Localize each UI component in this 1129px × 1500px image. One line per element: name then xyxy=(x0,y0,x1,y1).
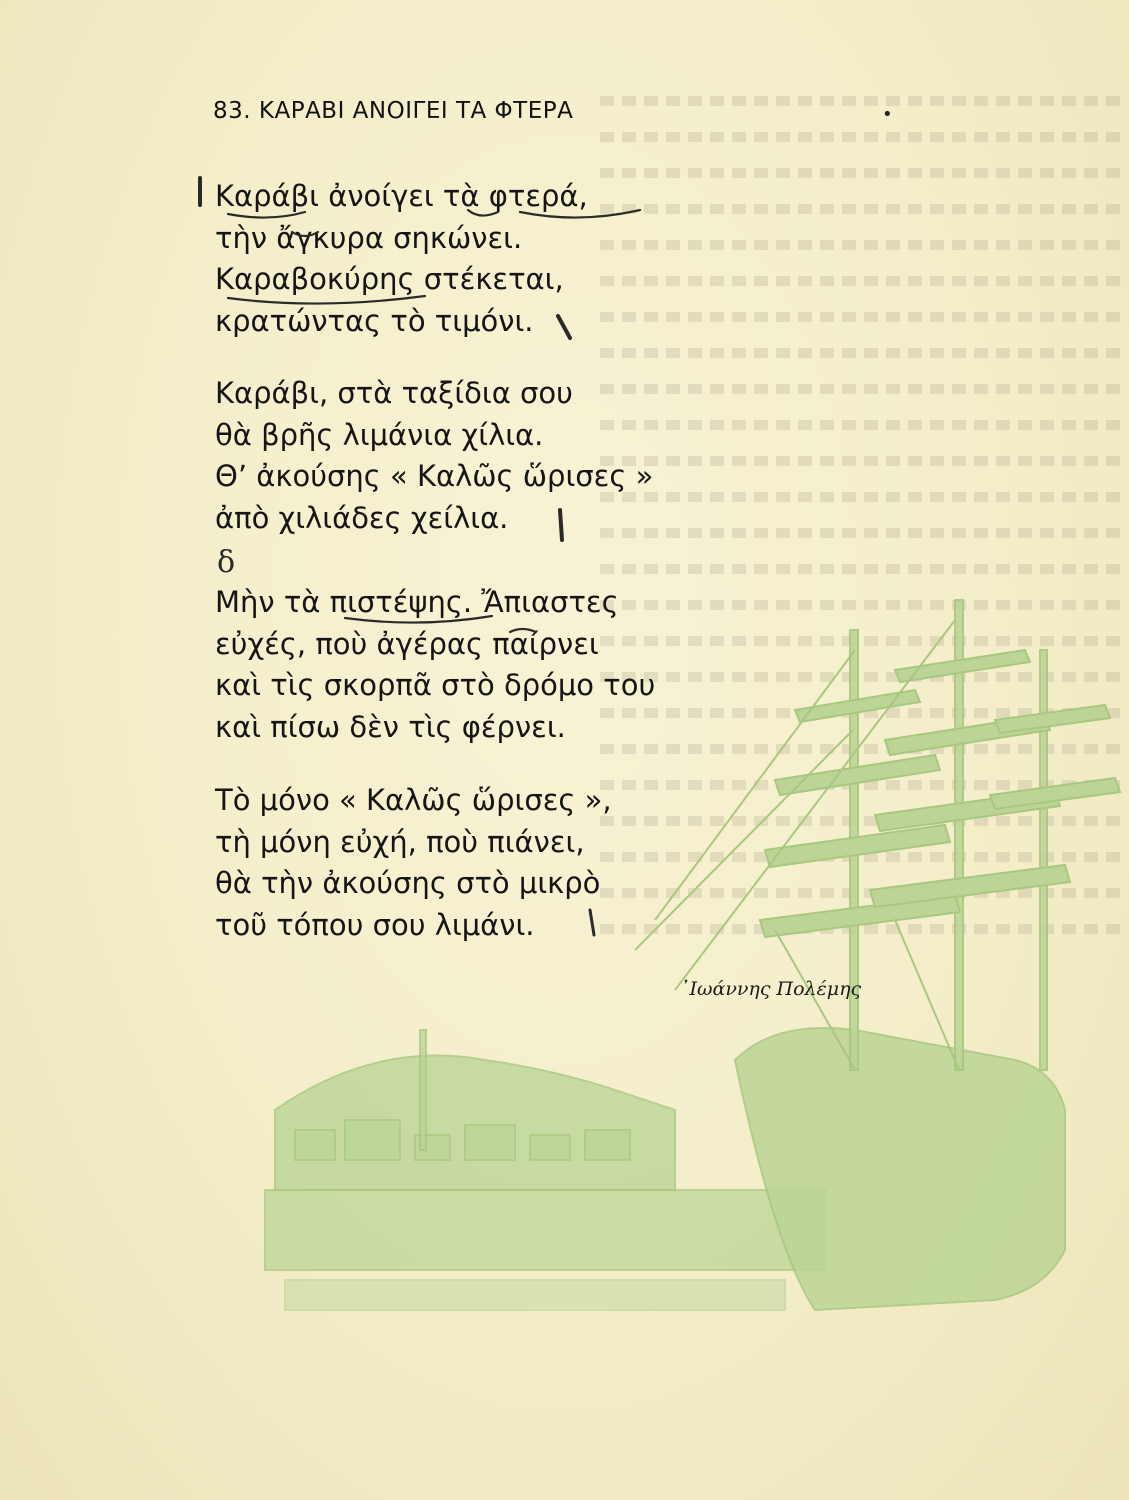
verse-line: Καράβι, στὰ ταξίδια σου xyxy=(215,376,573,410)
stanza-1 xyxy=(215,176,588,342)
stanza-4 xyxy=(215,780,612,946)
verse-line: Καραβοκύρης στέκεται, xyxy=(215,262,564,296)
verse-line: εὐχές, ποὺ ἀγέρας παίρνει xyxy=(215,626,599,661)
verse-line: καὶ πίσω δὲν τὶς φέρνει. xyxy=(215,709,566,744)
verse-line: θὰ τὴν ἀκούσης στὸ μικρὸ xyxy=(215,866,601,900)
verse-line: Θ’ ἀκούσης « Καλῶς ὥρισες » xyxy=(215,459,654,493)
title-mark: • xyxy=(882,104,893,125)
stanza-2 xyxy=(215,373,653,539)
verse-line: τὴν ἄγκυρα σηκώνει. xyxy=(215,220,523,255)
verse-line: κρατώντας τὸ τιμόνι. xyxy=(215,303,534,338)
author-signature: ᾿Ιωάννης Πολέμης xyxy=(680,978,862,1000)
verse-line: ἀπὸ χιλιάδες χείλια. xyxy=(215,500,509,535)
stanza-3 xyxy=(215,582,655,748)
margin-note: δ xyxy=(217,545,236,580)
verse-line: θὰ βρῆς λιμάνια χίλια. xyxy=(215,417,544,452)
verse-line: τοῦ τόπου σου λιμάνι. xyxy=(215,907,535,942)
verse-line: τὴ μόνη εὐχή, ποὺ πιάνει, xyxy=(215,824,585,859)
verse-line: καὶ τὶς σκορπᾶ στὸ δρόμο του xyxy=(215,668,656,702)
verse-line: Καράβι ἀνοίγει τὰ φτερά, xyxy=(215,179,588,213)
poem-title: 83. ΚΑΡΑΒΙ ΑΝΟΙΓΕΙ ΤΑ ΦΤΕΡΑ xyxy=(213,98,574,124)
verse-line: Μὴν τὰ πιστέψης. Ἄπιαστες xyxy=(215,585,619,619)
verse-line: Τὸ μόνο « Καλῶς ὥρισες », xyxy=(215,783,612,817)
